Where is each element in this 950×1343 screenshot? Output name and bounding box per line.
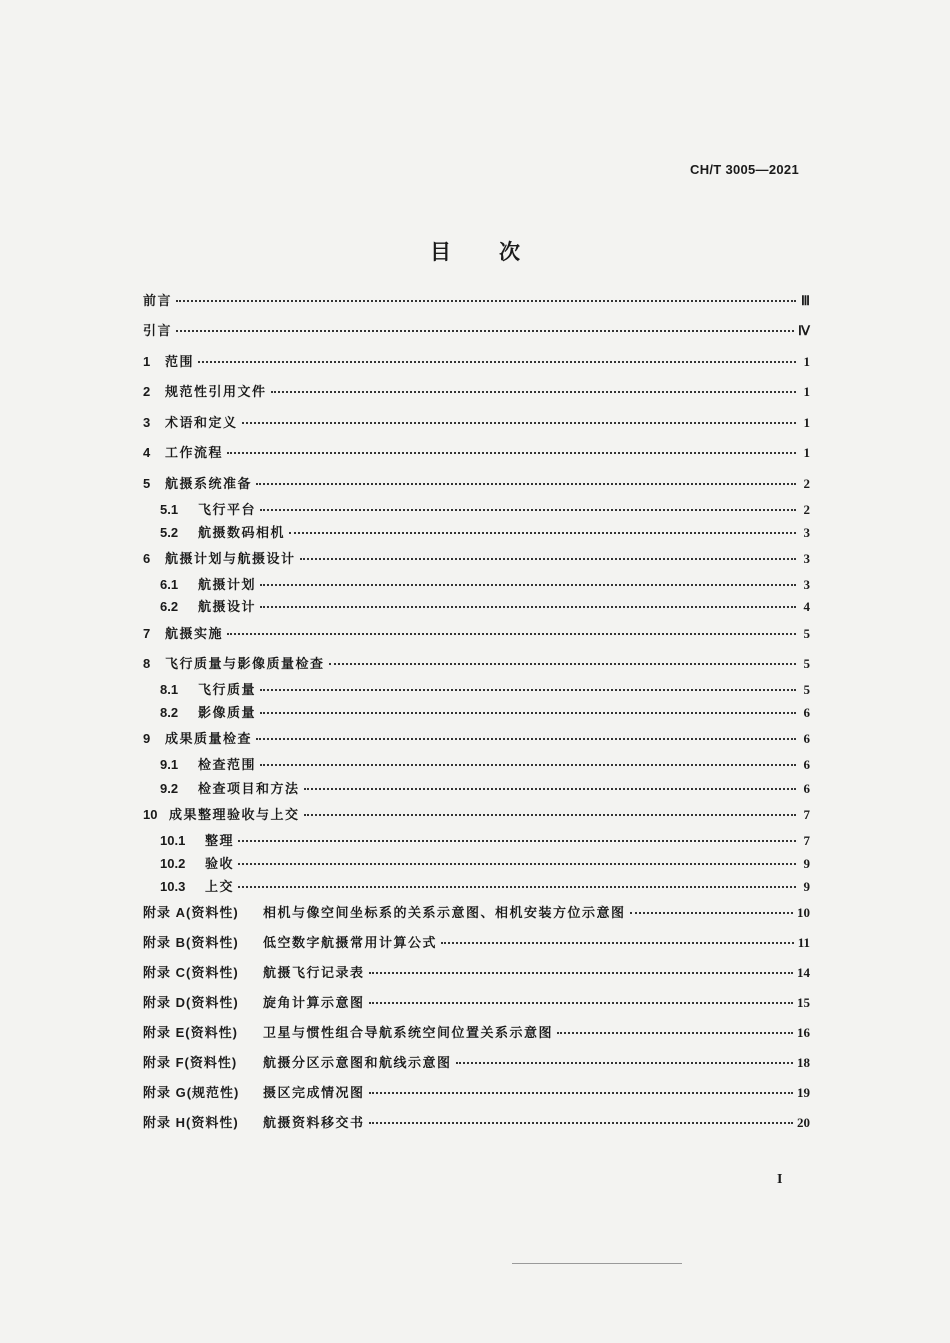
toc-entry[interactable] bbox=[143, 381, 810, 400]
toc-label: 低空数字航摄常用计算公式 bbox=[263, 936, 438, 951]
toc-page: 11 bbox=[797, 935, 810, 950]
toc-page: 1 bbox=[803, 384, 810, 399]
leader-dots bbox=[289, 532, 796, 534]
toc-page: 1 bbox=[803, 415, 810, 430]
leader-dots bbox=[227, 633, 796, 635]
bottom-divider bbox=[512, 1263, 682, 1264]
leader-dots bbox=[441, 942, 794, 944]
toc-entry[interactable] bbox=[160, 830, 810, 849]
toc-page: 1 bbox=[803, 445, 810, 460]
toc-page: 6 bbox=[803, 757, 810, 772]
toc-label: 摄区完成情况图 bbox=[263, 1086, 365, 1101]
leader-dots bbox=[256, 483, 796, 485]
leader-dots bbox=[369, 1122, 793, 1124]
leader-dots bbox=[300, 558, 796, 560]
toc-number: 9 bbox=[143, 731, 151, 746]
appendix-number: 附录 B(资料性) bbox=[143, 935, 239, 950]
toc-entry[interactable] bbox=[160, 754, 810, 773]
toc-number: 8.1 bbox=[160, 682, 179, 697]
toc-entry[interactable] bbox=[160, 876, 810, 895]
toc-page: 2 bbox=[803, 502, 810, 517]
toc-entry[interactable] bbox=[160, 596, 810, 615]
toc-number: 6.2 bbox=[160, 599, 179, 614]
leader-dots bbox=[630, 912, 793, 914]
toc-label: 航摄数码相机 bbox=[198, 526, 286, 541]
toc-entry[interactable] bbox=[143, 728, 810, 747]
toc-entry[interactable] bbox=[143, 320, 810, 339]
toc-entry-appendix[interactable] bbox=[143, 992, 810, 1011]
toc-page: 4 bbox=[803, 599, 810, 614]
page-number: I bbox=[777, 1172, 783, 1187]
toc-page: 5 bbox=[803, 682, 810, 697]
toc-entry[interactable] bbox=[160, 778, 810, 797]
appendix-number: 附录 G(规范性) bbox=[143, 1085, 240, 1100]
toc-page: 3 bbox=[803, 577, 810, 592]
toc-entry[interactable] bbox=[143, 623, 810, 642]
toc-entry-appendix[interactable] bbox=[143, 1112, 810, 1131]
toc-label: 旋角计算示意图 bbox=[263, 996, 365, 1011]
leader-dots bbox=[456, 1062, 793, 1064]
toc-page: 16 bbox=[797, 1025, 810, 1040]
leader-dots bbox=[242, 422, 796, 424]
toc-label: 引言 bbox=[143, 324, 173, 339]
toc-label: 卫星与惯性组合导航系统空间位置关系示意图 bbox=[263, 1026, 554, 1041]
toc-entry[interactable] bbox=[143, 548, 810, 567]
page-title bbox=[0, 236, 950, 266]
toc-label: 工作流程 bbox=[165, 446, 224, 461]
toc-number: 9.2 bbox=[160, 781, 179, 796]
toc-label: 范围 bbox=[165, 355, 195, 370]
toc-page: 19 bbox=[797, 1085, 810, 1100]
toc-label: 飞行质量 bbox=[198, 683, 257, 698]
toc-entry[interactable] bbox=[143, 412, 810, 431]
toc-entry-appendix[interactable] bbox=[143, 1052, 810, 1071]
appendix-number: 附录 F(资料性) bbox=[143, 1055, 238, 1070]
toc-label: 航摄系统准备 bbox=[165, 477, 253, 492]
toc-page: 3 bbox=[803, 551, 810, 566]
toc-entry[interactable] bbox=[143, 442, 810, 461]
title-char-1: 目 bbox=[430, 239, 451, 264]
toc-page: 15 bbox=[797, 995, 810, 1010]
appendix-number: 附录 E(资料性) bbox=[143, 1025, 238, 1040]
leader-dots bbox=[256, 738, 796, 740]
toc-page: 14 bbox=[797, 965, 810, 980]
toc-page: 18 bbox=[797, 1055, 810, 1070]
toc-page: 7 bbox=[803, 807, 810, 822]
leader-dots bbox=[238, 886, 796, 888]
toc-label: 航摄实施 bbox=[165, 627, 224, 642]
toc-label: 航摄分区示意图和航线示意图 bbox=[263, 1056, 452, 1071]
toc-number: 6.1 bbox=[160, 577, 179, 592]
toc-label: 航摄计划 bbox=[198, 578, 257, 593]
toc-label: 检查范围 bbox=[198, 758, 257, 773]
leader-dots bbox=[260, 584, 796, 586]
leader-dots bbox=[271, 391, 796, 393]
leader-dots bbox=[260, 712, 796, 714]
toc-entry[interactable] bbox=[143, 351, 810, 370]
toc-number: 1 bbox=[143, 354, 151, 369]
leader-dots bbox=[260, 509, 796, 511]
toc-page: Ⅳ bbox=[798, 323, 810, 338]
appendix-number: 附录 D(资料性) bbox=[143, 995, 239, 1010]
toc-label: 术语和定义 bbox=[165, 416, 238, 431]
toc-page: 3 bbox=[803, 525, 810, 540]
leader-dots bbox=[176, 330, 794, 332]
leader-dots bbox=[369, 1002, 793, 1004]
leader-dots bbox=[238, 863, 796, 865]
appendix-number: 附录 H(资料性) bbox=[143, 1115, 239, 1130]
toc-page: 10 bbox=[797, 905, 810, 920]
toc-page: 9 bbox=[803, 879, 810, 894]
toc-page: 6 bbox=[803, 781, 810, 796]
toc-label: 成果整理验收与上交 bbox=[169, 808, 300, 823]
toc-number: 5.1 bbox=[160, 502, 179, 517]
toc-entry[interactable] bbox=[160, 574, 810, 593]
leader-dots bbox=[227, 452, 796, 454]
toc-number: 10 bbox=[143, 807, 158, 822]
toc-number: 8 bbox=[143, 656, 151, 671]
toc-label: 飞行质量与影像质量检查 bbox=[165, 657, 325, 672]
toc-entry-appendix[interactable] bbox=[143, 902, 810, 921]
standard-code: CH/T 3005—2021 bbox=[690, 162, 799, 177]
toc-number: 9.1 bbox=[160, 757, 179, 772]
toc-page: 5 bbox=[803, 656, 810, 671]
toc-entry[interactable] bbox=[143, 653, 810, 672]
leader-dots bbox=[176, 300, 796, 302]
toc-page: 6 bbox=[803, 705, 810, 720]
toc-page: 20 bbox=[797, 1115, 810, 1130]
toc-entry-appendix[interactable] bbox=[143, 932, 810, 951]
toc-number: 8.2 bbox=[160, 705, 179, 720]
toc-label: 航摄飞行记录表 bbox=[263, 966, 365, 981]
toc-label: 影像质量 bbox=[198, 706, 257, 721]
toc-number: 5 bbox=[143, 476, 151, 491]
leader-dots bbox=[369, 1092, 793, 1094]
toc-entry[interactable] bbox=[160, 853, 810, 872]
toc-entry-appendix[interactable] bbox=[143, 1082, 810, 1101]
toc-label: 整理 bbox=[205, 834, 235, 849]
toc-page: 6 bbox=[803, 731, 810, 746]
leader-dots bbox=[198, 361, 796, 363]
title-char-2: 次 bbox=[499, 239, 520, 264]
toc-label: 上交 bbox=[205, 880, 235, 895]
toc-number: 4 bbox=[143, 445, 151, 460]
leader-dots bbox=[329, 663, 796, 665]
toc-number: 5.2 bbox=[160, 525, 179, 540]
toc-entry-appendix[interactable] bbox=[143, 1022, 810, 1041]
appendix-number: 附录 C(资料性) bbox=[143, 965, 239, 980]
toc-number: 7 bbox=[143, 626, 151, 641]
toc-label: 飞行平台 bbox=[198, 503, 257, 518]
toc-label: 相机与像空间坐标系的关系示意图、相机安装方位示意图 bbox=[263, 906, 626, 921]
leader-dots bbox=[260, 606, 796, 608]
appendix-number: 附录 A(资料性) bbox=[143, 905, 239, 920]
toc-label: 验收 bbox=[205, 857, 235, 872]
toc-page: 9 bbox=[803, 856, 810, 871]
toc-number: 10.1 bbox=[160, 833, 186, 848]
toc-number: 10.2 bbox=[160, 856, 186, 871]
toc-entry[interactable] bbox=[143, 290, 810, 309]
toc-page: 7 bbox=[803, 833, 810, 848]
toc-label: 航摄资料移交书 bbox=[263, 1116, 365, 1131]
toc-entry-appendix[interactable] bbox=[143, 962, 810, 981]
toc-label: 航摄设计 bbox=[198, 600, 257, 615]
toc-page: 1 bbox=[803, 354, 810, 369]
toc-number: 6 bbox=[143, 551, 151, 566]
toc-number: 3 bbox=[143, 415, 151, 430]
leader-dots bbox=[304, 814, 796, 816]
toc-entry[interactable] bbox=[143, 804, 810, 823]
toc-page: 5 bbox=[803, 626, 810, 641]
leader-dots bbox=[260, 689, 796, 691]
toc-label: 检查项目和方法 bbox=[198, 782, 300, 797]
toc-entry[interactable] bbox=[143, 473, 810, 492]
toc-label: 成果质量检查 bbox=[165, 732, 253, 747]
toc-label: 航摄计划与航摄设计 bbox=[165, 552, 296, 567]
leader-dots bbox=[557, 1032, 793, 1034]
toc-entry[interactable] bbox=[160, 702, 810, 721]
toc-entry[interactable] bbox=[160, 522, 810, 541]
toc-page: Ⅲ bbox=[801, 293, 810, 308]
toc-number: 10.3 bbox=[160, 879, 186, 894]
leader-dots bbox=[238, 840, 796, 842]
toc-entry[interactable] bbox=[160, 679, 810, 698]
toc-entry[interactable] bbox=[160, 499, 810, 518]
toc-page: 2 bbox=[803, 476, 810, 491]
toc-label: 规范性引用文件 bbox=[165, 385, 267, 400]
leader-dots bbox=[369, 972, 793, 974]
leader-dots bbox=[304, 788, 796, 790]
leader-dots bbox=[260, 764, 796, 766]
toc-number: 2 bbox=[143, 384, 151, 399]
toc-label: 前言 bbox=[143, 294, 173, 309]
